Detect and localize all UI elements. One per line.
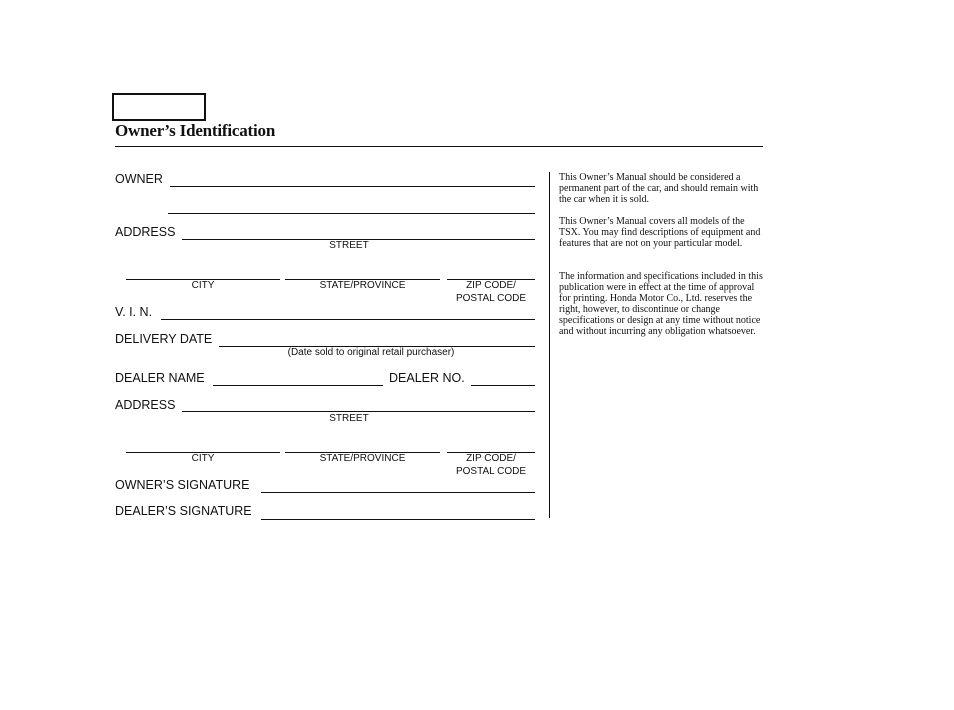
dealer-name-line[interactable]	[213, 385, 383, 386]
vin-label: V. I. N.	[115, 305, 153, 319]
title-rule	[115, 146, 763, 147]
delivery-date-label: DELIVERY DATE	[115, 332, 213, 346]
page-title: Owner’s Identification	[115, 121, 276, 140]
sidebar-paragraph-1: This Owner’s Manual should be considered a permanent part of the car, and should remain with the car when it is sold.	[559, 172, 759, 205]
owner-city-caption: CITY	[191, 280, 215, 291]
dealer-zip-caption-1: ZIP CODE/	[466, 453, 516, 464]
dealer-name-label: DEALER NAME	[115, 371, 205, 385]
vin-line[interactable]	[161, 319, 535, 320]
owner-street-caption: STREET	[329, 240, 369, 251]
owner-signature-label: OWNER’S SIGNATURE	[115, 478, 250, 492]
sidebar-paragraph-2: This Owner’s Manual covers all models of the TSX. You may find descriptions of equipment and features that are not on your particular model.	[559, 216, 761, 249]
owner-line-2[interactable]	[168, 213, 535, 214]
owner-line[interactable]	[170, 186, 535, 187]
page-tab-box	[112, 93, 206, 121]
owner-label: OWNER	[115, 172, 163, 186]
dealer-zip-caption-2: POSTAL CODE	[455, 466, 526, 477]
owner-address-label: ADDRESS	[115, 225, 176, 239]
owner-state-caption: STATE/PROVINCE	[319, 280, 406, 291]
dealer-address-label: ADDRESS	[115, 398, 176, 412]
column-divider	[549, 172, 550, 518]
delivery-date-caption: (Date sold to original retail purchaser)	[287, 347, 455, 358]
dealer-street-caption: STREET	[329, 413, 369, 424]
dealer-no-label: DEALER NO.	[389, 371, 465, 385]
dealer-no-line[interactable]	[471, 385, 535, 386]
dealer-signature-label: DEALER’S SIGNATURE	[115, 504, 252, 518]
dealer-state-caption: STATE/PROVINCE	[319, 453, 406, 464]
sidebar-paragraph-3: The information and specifications included in this publication were in effect at the time of approval for printing. Honda Motor Co., Ltd. reserves the right, however, to discontinue or change specifications or design at any time without notice and without incurring any obligation whatsoever.	[559, 271, 763, 337]
dealer-city-caption: CITY	[191, 453, 215, 464]
owner-zip-caption-2: POSTAL CODE	[455, 293, 526, 304]
dealer-street-line[interactable]	[182, 411, 535, 412]
dealer-signature-line[interactable]	[261, 519, 535, 520]
owner-signature-line[interactable]	[261, 492, 535, 493]
owner-zip-caption-1: ZIP CODE/	[466, 280, 516, 291]
